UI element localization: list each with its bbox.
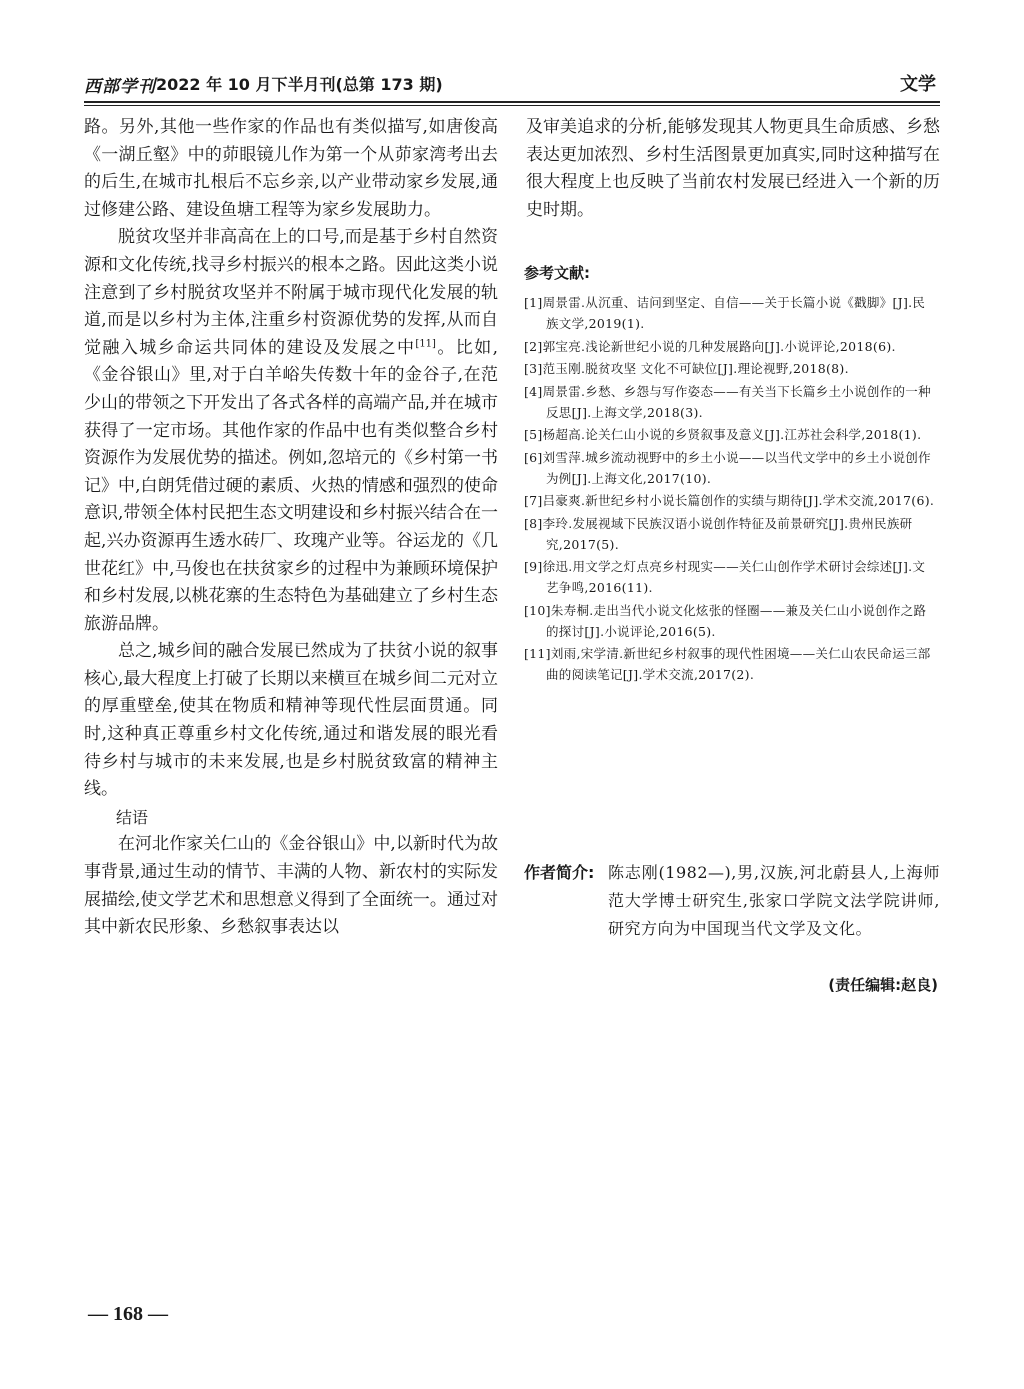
reference-item: [2]郭宝亮.浅论新世纪小说的几种发展路向[J].小说评论,2018(6). [524,338,896,354]
editor-note: (责任编辑:赵良) [828,976,938,994]
paragraph [84,224,498,638]
reference-item: [6]刘雪萍.城乡流动视野中的乡土小说——以当代文学中的乡土小说创作为例[J].上海文化,2017(10). [524,449,931,486]
paragraph-text: 脱贫攻坚并非高高在上的口号,而是基于乡村自然资源和文化传统,找寻乡村振兴的根本之路。因此这类小说注意到了乡村脱贫攻坚并不附属于城市现代化发展的轨道,而是以乡村为主体,注重乡村资源优势的发挥,从而自觉融入城乡命运共同体的建设及发展之中 [84,227,498,358]
page-number: — 168 — [88,1303,168,1325]
reference-item: [7]吕豪爽.新世纪乡村小说长篇创作的实绩与期待[J].学术交流,2017(6). [524,493,935,508]
reference-item: [9]徐迅.用文学之灯点亮乡村现实——关仁山创作学术研讨会综述[J].文艺争鸣,2016(11). [524,559,926,595]
paragraph: 及审美追求的分析,能够发现其人物更具生命质感、乡愁表达更加浓烈、乡村生活图景更加真实,同时这种描写在很大程度上也反映了当前农村发展已经进入一个新的历史时期。 [526,117,940,220]
header-rule-thick [84,101,940,103]
header-rule-thin [84,105,940,106]
running-header [84,70,940,100]
reference-item: [3]范玉刚.脱贫攻坚 文化不可缺位[J].理论视野,2018(8). [524,361,849,376]
author-bio [524,859,940,943]
paragraph-text: 。比如,《金谷银山》里,对于白羊峪失传数十年的金谷子,在范少山的带领之下开发出了各式各样的高端产品,并在城市获得了一定市场。其他作家的作品中也有类似整合乡村资源作为发展优势的描述。例如,忽培元的《乡村第一书记》中,白朗凭借过硬的素质、火热的情感和强烈的使命意识,带领全体村民把生态文明建设和乡村振兴结合在一起,兴办资源再生透水砖厂、玫瑰产业等。谷运龙的《几世花红》中,马俊也在扶贫家乡的过程中为兼顾环境保护和乡村发展,以桃花寨的生态特色为基础建立了乡村生态旅游品牌。 [84,337,499,634]
paragraph: 总之,城乡间的融合发展已然成为了扶贫小说的叙事核心,最大程度上打破了长期以来横亘在城乡间二元对立的厚重壁垒,使其在物质和精神等现代性层面贯通。同时,这种真正尊重乡村文化传统,通过和谐发展的眼光看待乡村与城市的未来发展,也是乡村脱贫致富的精神主线。 [84,641,498,800]
citation-mark: [11] [415,338,436,350]
author-bio-label: 作者简介: [524,863,595,882]
references-list [524,292,938,687]
journal-logo: 西部学刊 [84,77,156,97]
reference-item: [4]周景雷.乡愁、乡怨与写作姿态——有关当下长篇乡土小说创作的一种反思[J].上海文学,2018(3). [524,383,931,420]
paragraph: 在河北作家关仁山的《金谷银山》中,以新时代为故事背景,通过生动的情节、丰满的人物、新农村的实际发展描绘,使文学艺术和思想意义得到了全面统一。通过对其中新农民形象、乡愁叙事表达以 [84,834,498,938]
section-heading: 结语 [116,807,149,827]
reference-item: [10]朱寿桐.走出当代小说文化炫张的怪圈——兼及关仁山小说创作之路的探讨[J].小说评论,2016(5). [524,602,927,639]
reference-item: [5]杨超高.论关仁山小说的乡贤叙事及意义[J].江苏社会科学,2018(1). [524,427,922,442]
paragraph: 路。另外,其他一些作家的作品也有类似描写,如唐俊高《一湖丘壑》中的茆眼镜儿作为第一个从茆家湾考出去的后生,在城市扎根后不忘乡亲,以产业带动家乡发展,通过修建公路、建设鱼塘工程等为家乡发展助力。 [84,117,498,220]
section-name: 文学 [900,74,936,95]
reference-item: [11]刘雨,宋学清.新世纪乡村叙事的现代性困境——关仁山农民命运三部曲的阅读笔记[J].学术交流,2017(2). [524,646,931,682]
journal-issue: 2022 年 10 月下半月刊(总第 173 期) [156,75,443,94]
author-bio-text: 陈志刚(1982—),男,汉族,河北蔚县人,上海师范大学博士研究生,张家口学院文法学院讲师,研究方向为中国现当代文学及文化。 [608,863,940,938]
right-column [526,114,940,224]
reference-item: [1]周景雷.从沉重、诘问到坚定、自信——关于长篇小说《戳脚》[J].民族文学,2019(1). [524,295,926,331]
left-column [84,114,498,942]
references-title: 参考文献: [524,264,590,282]
reference-item: [8]李玲.发展视域下民族汉语小说创作特征及前景研究[J].贵州民族研究,2017(5). [524,515,913,552]
